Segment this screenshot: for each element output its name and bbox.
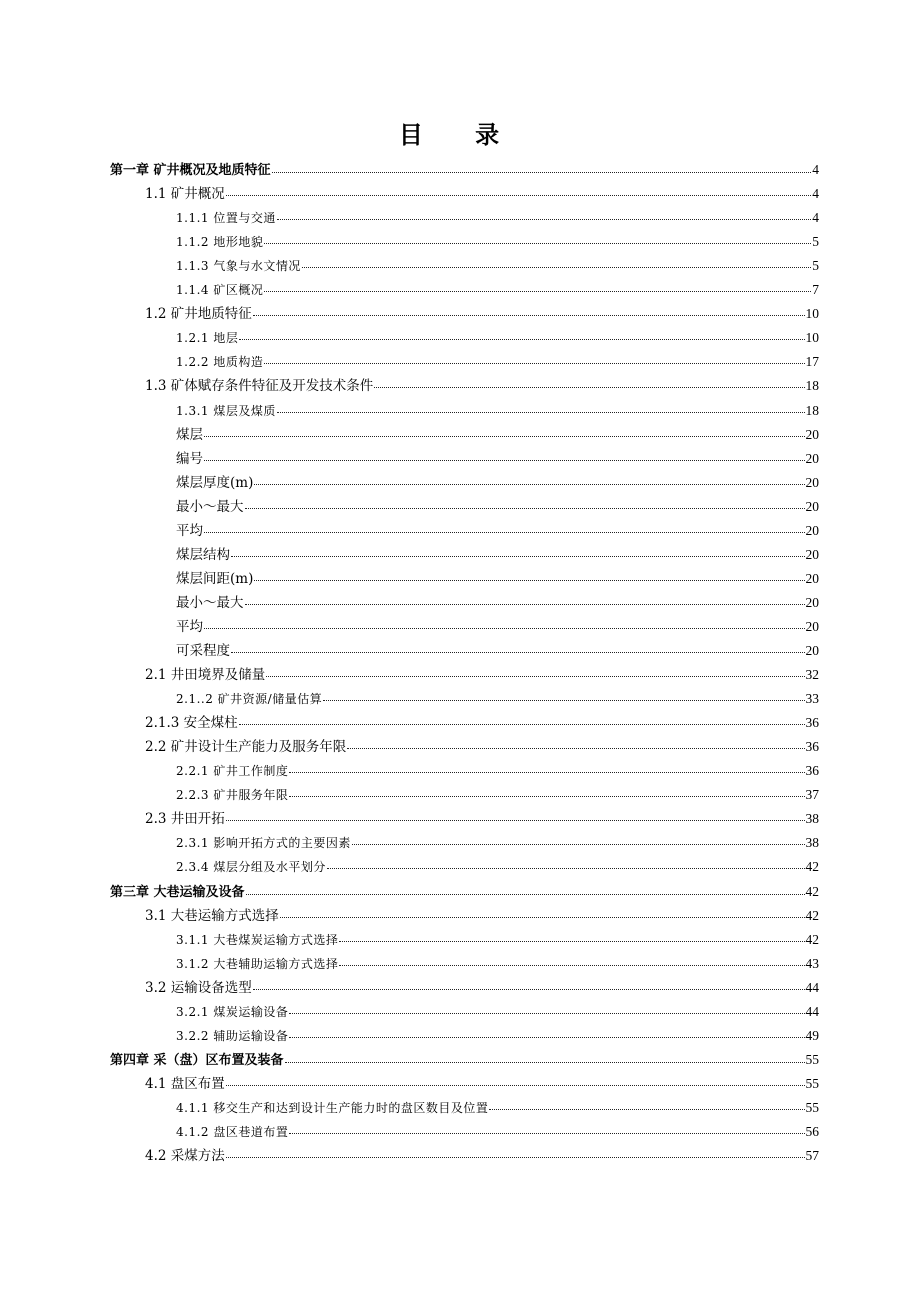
toc-entry[interactable]	[176, 326, 819, 350]
toc-page-number: 20	[805, 594, 819, 610]
toc-entry[interactable]	[110, 158, 819, 183]
toc-page-number: 56	[805, 1124, 819, 1139]
toc-page-number: 42	[805, 931, 819, 947]
toc-entry-label: 第四章 采（盘）区布置及装备	[110, 1052, 284, 1068]
toc-entry[interactable]	[176, 759, 819, 783]
toc-row[interactable]	[0, 711, 920, 735]
toc-entry[interactable]	[176, 278, 819, 302]
toc-page-number: 4	[812, 162, 819, 177]
dot-leader	[264, 242, 811, 244]
toc-page-number: 20	[805, 450, 819, 466]
toc-page-number: 20	[805, 618, 819, 634]
toc-page-number: 44	[805, 1003, 819, 1019]
toc-entry-label: 1.1 矿井概况	[145, 186, 225, 203]
toc-page-number: 44	[805, 979, 819, 995]
toc-row[interactable]	[0, 928, 920, 952]
toc-entry[interactable]	[145, 807, 819, 831]
toc-entry[interactable]	[145, 904, 819, 928]
toc-entry[interactable]	[176, 567, 819, 591]
toc-page-number: 36	[805, 739, 819, 755]
toc-row[interactable]	[0, 759, 920, 783]
toc-entry[interactable]	[145, 182, 819, 206]
toc-row[interactable]	[0, 567, 920, 591]
toc-row[interactable]	[0, 302, 920, 326]
toc-entry[interactable]	[176, 687, 819, 711]
dot-leader	[323, 699, 804, 701]
toc-entry[interactable]	[176, 399, 819, 423]
toc-row[interactable]	[0, 807, 920, 831]
toc-page-number: 36	[805, 715, 819, 731]
dot-leader	[489, 1108, 804, 1110]
dot-leader	[204, 435, 805, 437]
toc-entry[interactable]	[145, 711, 819, 735]
toc-entry[interactable]	[145, 976, 819, 1000]
toc-page-number: 33	[805, 691, 819, 707]
dot-leader	[254, 579, 804, 581]
dot-leader	[245, 603, 805, 605]
toc-entry-label: 平均	[176, 522, 203, 539]
toc-page-number: 38	[805, 811, 819, 827]
dot-leader	[245, 507, 805, 509]
dot-leader	[264, 362, 804, 364]
toc-row[interactable]	[0, 591, 920, 615]
dot-leader	[226, 194, 811, 196]
toc-entry[interactable]	[176, 350, 819, 374]
toc-row[interactable]	[0, 783, 920, 807]
toc-entry[interactable]	[176, 615, 819, 639]
toc-page-number: 7	[812, 282, 819, 298]
toc-row[interactable]	[0, 880, 920, 904]
toc-page-number: 38	[805, 835, 819, 851]
toc-entry-label: 2.1..2 矿井资源/储量估算	[176, 692, 323, 707]
toc-entry[interactable]	[176, 1120, 819, 1144]
toc-row[interactable]	[0, 278, 920, 302]
toc-row[interactable]	[0, 1096, 920, 1120]
toc-row[interactable]	[0, 1000, 920, 1024]
toc-row[interactable]	[0, 687, 920, 711]
dot-leader	[264, 290, 811, 292]
toc-entry[interactable]	[110, 1048, 819, 1073]
dot-leader	[231, 555, 805, 557]
toc-row[interactable]	[0, 855, 920, 879]
toc-page-number: 10	[805, 306, 819, 322]
toc-entry-label: 2.3.1 影响开拓方式的主要因素	[176, 836, 351, 851]
toc-entry-label: 煤层	[176, 426, 203, 443]
dot-leader	[253, 988, 805, 990]
toc-entry[interactable]	[176, 471, 819, 495]
toc-entry-label: 1.1.2 地形地貌	[176, 235, 264, 250]
toc-page-number: 20	[805, 474, 819, 490]
toc-entry[interactable]	[176, 495, 819, 519]
dot-leader	[204, 531, 805, 533]
dot-leader	[204, 459, 805, 461]
toc-entry[interactable]	[176, 952, 819, 976]
toc-entry-label: 平均	[176, 618, 203, 635]
toc-page-number: 20	[805, 426, 819, 442]
dot-leader	[239, 723, 805, 725]
toc-page-number: 43	[805, 955, 819, 971]
toc-row[interactable]	[0, 423, 920, 447]
toc-entry[interactable]	[176, 543, 819, 567]
toc-row[interactable]	[0, 495, 920, 519]
toc-entry[interactable]	[176, 1024, 819, 1048]
toc-entry[interactable]	[145, 1144, 819, 1168]
toc-entry-label: 2.1.3 安全煤柱	[145, 715, 238, 732]
toc-entry-label: 1.1.1 位置与交通	[176, 211, 276, 226]
toc-entry-label: 2.3.4 煤层分组及水平划分	[176, 860, 326, 875]
toc-page-number: 5	[812, 258, 819, 274]
toc-entry-label: 2.2.3 矿井服务年限	[176, 788, 289, 803]
dot-leader	[347, 747, 804, 749]
toc-entry-label: 3.2.1 煤炭运输设备	[176, 1004, 289, 1019]
toc-entry-label: 3.1.1 大巷煤炭运输方式选择	[176, 932, 339, 947]
dot-leader	[272, 171, 812, 173]
dot-leader	[339, 940, 804, 942]
dot-leader	[289, 771, 804, 773]
dot-leader	[277, 411, 805, 413]
toc-entry-label: 2.3 井田开拓	[145, 811, 225, 828]
toc-row[interactable]	[0, 1144, 920, 1168]
toc-row[interactable]	[0, 182, 920, 206]
toc-entry[interactable]	[176, 855, 819, 879]
toc-entry-label: 1.1.4 矿区概况	[176, 283, 264, 298]
toc-page-number: 4	[812, 186, 819, 202]
dot-leader	[226, 1084, 805, 1086]
toc-page-number: 18	[805, 378, 819, 394]
toc-entry-label: 煤层结构	[176, 546, 230, 563]
toc-entry[interactable]	[145, 302, 819, 326]
toc-page-number: 57	[805, 1148, 819, 1164]
toc-entry[interactable]	[145, 735, 819, 759]
toc-entry-label: 3.1.2 大巷辅助运输方式选择	[176, 956, 339, 971]
toc-entry[interactable]	[176, 591, 819, 615]
toc-entry[interactable]	[176, 1000, 819, 1024]
toc-entry-label: 1.3 矿体赋存条件特征及开发技术条件	[145, 378, 374, 395]
toc-entry[interactable]	[110, 880, 819, 905]
toc-page-number: 20	[805, 522, 819, 538]
toc-row[interactable]	[0, 904, 920, 928]
dot-leader	[339, 964, 804, 966]
dot-leader	[277, 218, 811, 220]
toc-entry-label: 最小～最大	[176, 498, 244, 515]
toc-row[interactable]	[0, 374, 920, 398]
toc-page-number: 55	[805, 1075, 819, 1091]
toc-entry[interactable]	[176, 519, 819, 543]
dot-leader	[289, 1036, 804, 1038]
toc-page-number: 18	[805, 402, 819, 418]
toc-page-number: 42	[805, 907, 819, 923]
dot-leader	[253, 314, 805, 316]
toc-row[interactable]	[0, 615, 920, 639]
toc-entry[interactable]	[176, 831, 819, 855]
dot-leader	[285, 1061, 805, 1063]
toc-entry-label: 2.1 井田境界及储量	[145, 667, 266, 684]
toc-row[interactable]	[0, 1048, 920, 1072]
dot-leader	[374, 386, 804, 388]
toc-page-number: 20	[805, 570, 819, 586]
toc-row[interactable]	[0, 519, 920, 543]
dot-leader	[289, 795, 804, 797]
toc-entry-label: 可采程度	[176, 643, 230, 659]
toc-entry-label: 4.1.1 移交生产和达到设计生产能力时的盘区数目及位置	[176, 1100, 489, 1115]
toc-entry[interactable]	[176, 254, 819, 278]
toc-row[interactable]	[0, 976, 920, 1000]
toc-page-number: 10	[805, 330, 819, 346]
toc-page-number: 17	[805, 354, 819, 370]
dot-leader	[280, 916, 805, 918]
toc-entry-label: 4.1.2 盘区巷道布置	[176, 1125, 289, 1139]
dot-leader	[302, 266, 811, 268]
toc-page-number: 20	[805, 546, 819, 562]
dot-leader	[327, 867, 805, 869]
toc-page-number: 42	[805, 859, 819, 875]
toc-entry-label: 3.2 运输设备选型	[145, 979, 252, 996]
toc-page-number: 55	[805, 1051, 819, 1067]
toc-entry[interactable]	[145, 663, 819, 687]
toc-row[interactable]	[0, 326, 920, 350]
toc-row[interactable]	[0, 399, 920, 423]
toc-row[interactable]	[0, 1024, 920, 1048]
toc-entry-label: 2.2 矿井设计生产能力及服务年限	[145, 739, 347, 756]
toc-entry-label: 第一章 矿井概况及地质特征	[110, 163, 271, 178]
toc-page-number: 37	[805, 787, 819, 803]
toc-page-number: 20	[805, 643, 819, 658]
toc-entry[interactable]	[176, 783, 819, 807]
toc-entry-label: 2.2.1 矿井工作制度	[176, 764, 289, 779]
toc-entry-label: 第三章 大巷运输及设备	[110, 884, 245, 900]
toc-entry[interactable]	[176, 447, 819, 471]
toc-row[interactable]	[0, 639, 920, 663]
dot-leader	[204, 627, 805, 629]
toc-entry-label: 煤层厚度(m)	[176, 474, 254, 491]
toc-entry-label: 编号	[176, 450, 203, 467]
toc-page-number: 42	[805, 883, 819, 899]
toc-entry-label: 煤层间距(m)	[176, 570, 254, 587]
toc-entry-label: 最小～最大	[176, 594, 244, 611]
toc-page-number: 55	[805, 1099, 819, 1115]
toc-entry-label: 3.1 大巷运输方式选择	[145, 907, 279, 924]
dot-leader	[289, 1012, 804, 1014]
toc-entry[interactable]	[176, 206, 819, 230]
toc-row[interactable]	[0, 831, 920, 855]
toc-page-number: 49	[805, 1027, 819, 1043]
toc-row[interactable]	[0, 663, 920, 687]
toc-row[interactable]	[0, 158, 920, 182]
toc-row[interactable]	[0, 447, 920, 471]
dot-leader	[352, 843, 805, 845]
toc-entry-label: 1.2 矿井地质特征	[145, 306, 252, 323]
toc-entry[interactable]	[176, 928, 819, 952]
toc-page-number: 32	[805, 667, 819, 683]
toc-page-number: 36	[805, 763, 819, 779]
toc-entry[interactable]	[176, 423, 819, 447]
dot-leader	[226, 819, 805, 821]
toc-row[interactable]	[0, 230, 920, 254]
toc-entry[interactable]	[176, 639, 819, 663]
toc-entry-label: 1.2.2 地质构造	[176, 355, 264, 370]
dot-leader	[254, 483, 804, 485]
toc-row[interactable]	[0, 206, 920, 230]
toc-page-number: 5	[812, 234, 819, 250]
toc-row[interactable]	[0, 471, 920, 495]
dot-leader	[266, 675, 804, 677]
toc-row[interactable]	[0, 1072, 920, 1096]
toc-row[interactable]	[0, 735, 920, 759]
toc-entry-label: 1.1.3 气象与水文情况	[176, 259, 301, 274]
dot-leader	[239, 338, 804, 340]
toc-title: 目 录	[398, 120, 522, 149]
dot-leader	[231, 651, 805, 653]
toc-page-number: 20	[805, 498, 819, 514]
toc-row[interactable]	[0, 543, 920, 567]
dot-leader	[289, 1132, 804, 1134]
toc-row[interactable]	[0, 952, 920, 976]
toc-entry[interactable]	[145, 374, 819, 398]
dot-leader	[226, 1156, 805, 1158]
toc-entry-label: 4.1 盘区布置	[145, 1075, 225, 1092]
toc-entry-label: 3.2.2 辅助运输设备	[176, 1028, 289, 1043]
toc-row[interactable]	[0, 350, 920, 374]
toc-entry[interactable]	[176, 1096, 819, 1120]
toc-entry[interactable]	[176, 230, 819, 254]
dot-leader	[246, 893, 805, 895]
toc-row[interactable]	[0, 1120, 920, 1144]
toc-entry[interactable]	[145, 1072, 819, 1096]
toc-page-number: 4	[812, 210, 819, 226]
toc-entry-label: 4.2 采煤方法	[145, 1148, 225, 1165]
toc-entry-label: 1.3.1 煤层及煤质	[176, 403, 276, 418]
toc-entry-label: 1.2.1 地层	[176, 331, 239, 346]
toc-row[interactable]	[0, 254, 920, 278]
